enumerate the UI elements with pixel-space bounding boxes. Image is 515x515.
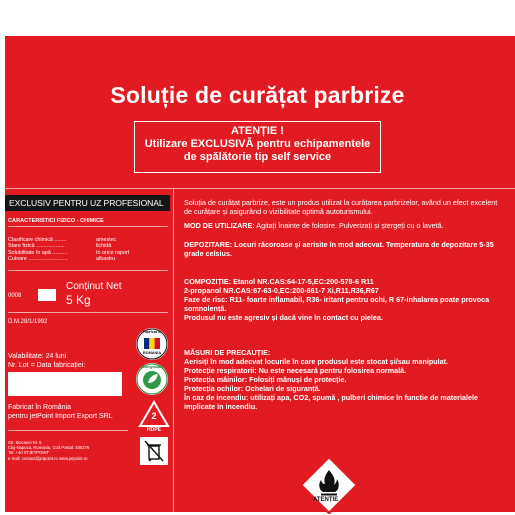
- spec-row: Solubilitate în apă .......... în orice raport: [8, 249, 130, 256]
- storage-label: DEPOZITARE:: [184, 240, 233, 249]
- address-line: Cluj-Napoca, Romania, Cod Postal: 400276: [8, 445, 90, 451]
- spec-row: Clasificare chimică ........ amestec: [8, 237, 117, 243]
- risk-label: Faze de risc:: [184, 295, 228, 304]
- decree-reference: D.M.28/1/1992: [8, 319, 48, 325]
- recycle-label: HDPE: [147, 427, 161, 433]
- precautions-heading: MĂSURI DE PRECAUȚIE:: [184, 348, 271, 357]
- warning-heading: ATENȚIE !: [231, 125, 284, 137]
- composition-label: COMPOZIȚIE:: [184, 277, 232, 286]
- flammable-hazard-icon: [300, 456, 358, 514]
- net-content-value: 5 Kg: [66, 293, 91, 307]
- address-line: Tel: +40 0TJETPOINT: [8, 450, 50, 456]
- made-in: Fabricat în România: [8, 404, 72, 411]
- precaution-line: În caz de incendiu: utilizați apa, CO2, spumă , pulberi chimice în functie de materialele implicate în incendiu.: [184, 393, 478, 411]
- composition-line: 2-propanol NR.CAS:67-63-0,EC:200-661-7 Xi,R11,R36,R67: [184, 286, 379, 295]
- warning-line-1: Utilizare EXCLUSIVĂ pentru echipamentele: [144, 138, 371, 150]
- lot-text: Nr. Lot = Data fabricației:: [8, 362, 86, 369]
- usage-instructions: [184, 221, 502, 230]
- warning-line-2: de spălătorie tip self service: [183, 151, 332, 163]
- recycle-number: 2: [151, 411, 157, 421]
- spec-row: Culoare .......................... albastru: [8, 256, 116, 263]
- characteristics-heading: CARACTERISTICI FIZICO - CHIMICE: [8, 218, 104, 224]
- divider: [5, 188, 515, 189]
- address-line: Str. Siocanei Nr. 5: [8, 440, 42, 445]
- risk-text: R11- foarte inflamabil, R36- iritant pentru ochi, R 67-inhalarea poate provoca: [227, 295, 490, 304]
- product-code: 0008: [8, 293, 22, 299]
- crossed-bin-icon: [140, 437, 168, 465]
- validity-info: [8, 352, 85, 370]
- product-title: Soluție de curățat parbrize: [110, 82, 405, 108]
- divider: [8, 270, 168, 271]
- professional-use-band: EXCLUSIV PENTRU UZ PROFESIONAL: [5, 195, 170, 211]
- validity-text: Valabilitate: 24 luni: [8, 353, 67, 360]
- badge-bottom-text: ROMANIA: [142, 351, 162, 355]
- divider: [8, 312, 168, 313]
- precaution-line: Protecția mâinilor: Folosiți mânuși de protecție.: [184, 375, 347, 384]
- divider: [8, 430, 128, 431]
- badge-top-text: Fabricat în: [142, 330, 162, 334]
- recycle-icon: [138, 400, 170, 434]
- description: Soluția de curățat parbrize, este un produs utilizat la curățarea parbrizelor, având un efect excelent de curățare și asigurând o vizibilitate optimă autoturismului.: [184, 198, 498, 216]
- skin-info: Produsul nu este agresiv și dacă vine în contact cu pielea.: [184, 313, 383, 322]
- risk-text: somnolență.: [184, 304, 227, 313]
- specs-list: [8, 237, 168, 263]
- warning-box: [134, 121, 381, 173]
- composition-line: Etanol NR.CAS:64-17-5,EC:200-578-6 R11: [231, 277, 374, 286]
- composition: [184, 277, 502, 322]
- divider: [8, 226, 168, 227]
- storage-info: [184, 240, 502, 258]
- address-block: [8, 440, 128, 461]
- precaution-line: Protecția ochilor: Ochelari de siguranță.: [184, 384, 321, 393]
- usage-label: MOD DE UTILIZARE:: [184, 221, 255, 230]
- manufacturer-info: [8, 403, 113, 421]
- no-trash-icon: [140, 437, 168, 465]
- biodegradable-badge: [136, 363, 168, 395]
- usage-text: Agitați înainte de folosire. Pulverizați și ștergeți cu o lavetă.: [254, 221, 444, 230]
- address-line: e-mail: contact@jetpoint.ro www.jetpoint.ro: [8, 455, 88, 461]
- precaution-line: Protecție respiratorii: Nu este necesară pentru folosirea normală.: [184, 366, 407, 375]
- made-in-romania-badge: [136, 328, 168, 360]
- net-content-label: Conținut Net: [66, 281, 122, 292]
- lot-box: [8, 372, 122, 396]
- precaution-line: Aerisiți în mod adecvat locurile în care produsul este stocat și/sau manipulat.: [184, 357, 449, 366]
- net-box: [38, 289, 56, 301]
- hazard-label: ATENȚIE: [313, 497, 339, 503]
- spec-row: Stare fizică ................... lichidă: [8, 243, 112, 250]
- storage-text: Locuri răcoroase și aerisite în mod adecvat. Temperatura de depozitare 5-35 grade celsius.: [184, 240, 494, 258]
- column-divider: [173, 188, 174, 512]
- made-for: pentru jetPoint Import Export SRL: [8, 413, 113, 420]
- badge-bio-text: Biodegradabil: [140, 365, 164, 369]
- precautions: [184, 348, 502, 411]
